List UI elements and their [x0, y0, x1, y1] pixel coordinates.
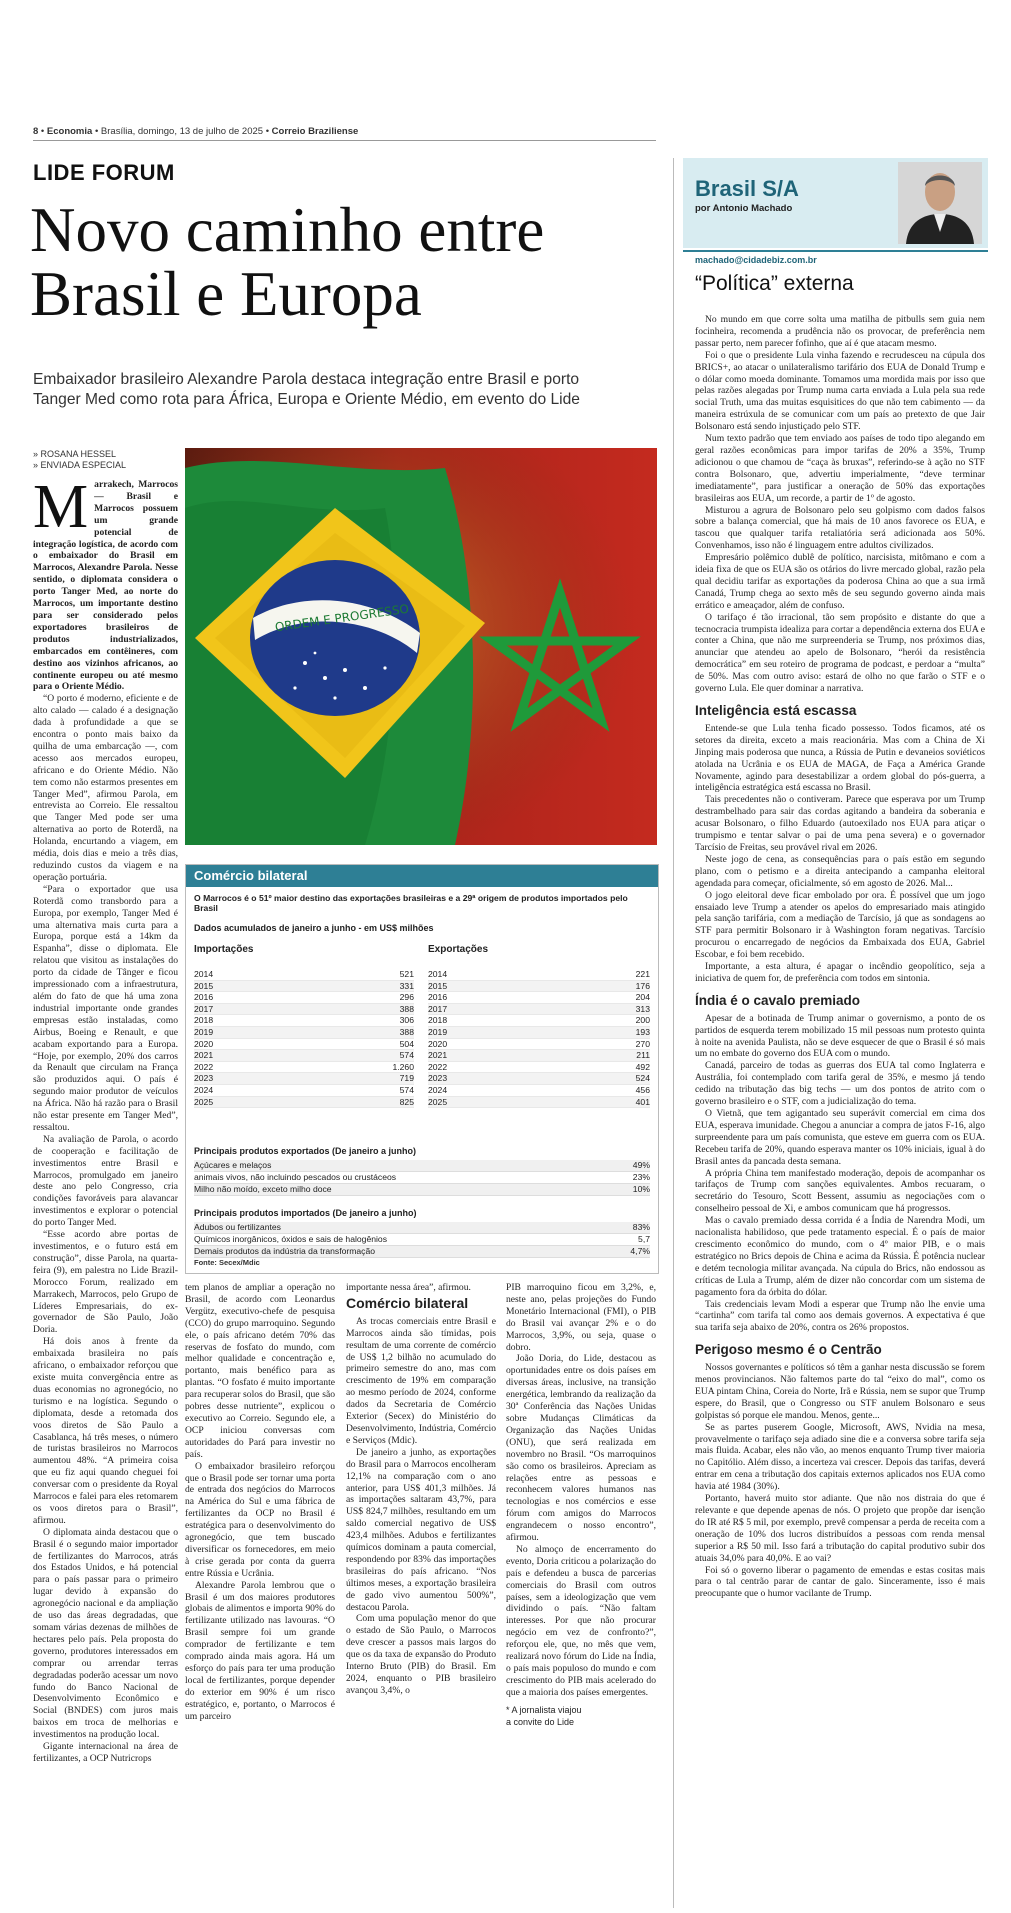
header-rule [33, 140, 656, 141]
article-column-1 [33, 479, 178, 1909]
column-paragraph: O jogo eleitoral deve ficar embolado por ora. É possível que um jogo ensaiado leve Trump a atender os apelos do empresariado mais atingido pela sanção tarifária, com a mediação de Tarcísio, já que as sondagens ao STF para permitir Bolsonaro ir à Washington foram negativas. Tarcísio procurou o encarregado de negócios da Embaixada dos EUA, Gabriel Escobar, e foi bem recebido. [695, 889, 985, 961]
article-paragraph: “O porto é moderno, eficiente e de alto calado — calado é a designação dada à profundidade a que se encontra o ponto mais baixo da quilha de uma embarcação —, com acesso aos mercados europeu, africano e do Oriente Médio. Não tem como não estarmos presentes em Tanger Med”, afirmou Parola, em entrevista ao Correio. Ele ressaltou que Tanger Med pode ser uma alternativa ao porto de Roterdã, na Holanda, encurtando a viagem, em média, dois dias e meio a três dias, reduzindo custos da viagem e na operação portuária. [33, 693, 178, 883]
column-paragraph: Tais credenciais levam Modi a esperar que Trump não lhe envie uma “cartinha” com tarifa tal como aos demais governos. A expectativa é que sua tarifa seja abaixo de 20%, contra os 26% propostos. [695, 1298, 985, 1334]
import-product-share: 5,7 [638, 1234, 650, 1244]
imports-value: 574 [399, 1050, 414, 1061]
export-product-row [194, 1160, 650, 1172]
dateline: Brasília, domingo, 13 de julho de 2025 [100, 126, 264, 137]
column-title: Brasil S/A [695, 176, 799, 201]
column-paragraph: Num texto padrão que tem enviado aos países de todo tipo alegando em geral razões econômicas para impor tarifas de 20% a 35%, Trump adicionou o que chamou de “caça às bruxas”, referindo-se à ação no STF contra Bolsonaro, que, advertiu imperialmente, “deve terminar imediatamente”, para justificar a oneração de 50% das exportações brasileiras aos EUA, um recorde, a partir de 1º de agosto. [695, 433, 985, 504]
imports-year: 2024 [194, 1084, 214, 1095]
imports-year: 2021 [194, 1050, 214, 1061]
column-paragraph: O Vietnã, que tem agigantado seu superávit comercial em cima dos EUA, esperava imunidade. Chegou a anunciar a compra de jatos F-16, algo surpreendente para um país comunista, que esteve em guerra com os EUA. Recebeu tarifa de 20%, quando esperava manter os 10% iniciais, igual à do Brasil antes da pancada desta semana. [695, 1108, 985, 1167]
import-product-share: 83% [632, 1222, 650, 1232]
exports-table [428, 969, 650, 1108]
column-author: por Antonio Machado [695, 203, 793, 214]
imports-row [194, 1062, 414, 1074]
article-column-2 [185, 1282, 335, 1912]
article-paragraph: De janeiro a junho, as exportações do Brasil para o Marrocos encolheram 12,1% na comparação com o ano anterior, para US$ 401,3 milhões. Já as importações saltaram 43,7%, para US$ 824,7 milhões, resultando em um saldo comercial negativo de US$ 423,4 milhões. Adubos e fertilizantes químicos dominam a pauta comercial, respondendo por 83% das importações brasileiras do país africano. “Nos últimos meses, a exportação brasileira de gado vivo aumentou 500%”, destacou Parola. [346, 1446, 496, 1613]
exports-row [428, 992, 650, 1004]
column-paragraph: Portanto, haverá muito stor adiante. Que não nos distraia do que é relevante e que depende apenas de nós. O projeto que propõe dar isenção do IR até R$ 5 mil, por exemplo, prevê compensar a perda de receita com a oneração de 10% dos lucros distribuídos a pessoas com renda mensal superior a R$ 50 mil. Isso fará a tributação do capital produtivo subir dos atuais 34,0% para 40,0%. E ao vai? [695, 1493, 985, 1564]
paper-name: Correio Braziliense [271, 126, 359, 137]
exports-value: 204 [635, 992, 650, 1003]
imports-value: 504 [399, 1038, 414, 1049]
imports-year: 2014 [194, 969, 214, 979]
exports-year: 2022 [428, 1061, 448, 1072]
imports-year: 2017 [194, 1003, 214, 1014]
exports-year: 2015 [428, 980, 448, 991]
exports-year: 2017 [428, 1003, 448, 1014]
export-product-row [194, 1172, 650, 1184]
subhead-comercio-bilateral: Comércio bilateral [346, 1294, 469, 1311]
exports-row [428, 981, 650, 993]
article-paragraph: Alexandre Parola lembrou que o Brasil é um dos maiores produtores globais de alimentos e importa 90% do fertilizante utilizado nas lavouras. “O Brasil sempre foi um grande comprador de fertilizante e tem comprado ainda mais agora. Há um esforço do país para ter uma produção local de fertilizantes, porque depender do exterior em 90% é um risco estratégico, e, portanto, o Marrocos é um parceiro [185, 1579, 335, 1722]
column-paragraph: No mundo em que corre solta uma matilha de pitbulls sem guia nem focinheira, recomenda a prudência não os provocar, de preferência nem passar perto, nem parecer fofinho, que aí é que atacam mesmo. [695, 314, 985, 349]
article-paragraph: As trocas comerciais entre Brasil e Marrocos ainda são tímidas, pois resultam de uma corrente de comércio de US$ 1,2 bilhão no acumulado do primeiro semestre do ano, mas com crescimento de 19% em comparação ao mesmo período de 2024, conforme dados da Secretaria de Comércio Exterior (Secex) do Ministério do Desenvolvimento, Indústria, Comércio e Serviços (Mdic). [346, 1315, 496, 1446]
import-product-name: Adubos ou fertilizantes [194, 1222, 281, 1232]
imports-label: Importações [194, 944, 254, 955]
article-paragraph: João Doria, do Lide, destacou as oportunidades entre os dois países em diversas áreas, inclusive, na transição energética, lembrando da realização da 30ª Conferência das Nações Unidas sobre Mudanças Climáticas da Organização das Nações Unidas (ONU), que será realizada em novembro no Brasil. “Os marroquinos são como os brasileiros. Apreciam as relações entre as pessoas e reconhecem valores humanos nas tecnologias e nos comércios e esse fórum com amigos do Marrocos engrandecem o nosso encontro”, afirmou. [506, 1353, 656, 1544]
column-paragraph: Tais precedentes não o contiveram. Parece que esperava por um Trump destrambelhado para sair das cordas agitando a bandeira da soberania e acusar Bolsonaro, o filho Eduardo (autoexilado nos EUA para atiçar o trumpismo e tentar salvar o pai de uma pena severa) e o governador Tarcísio de Freitas, seu provável rival em 2026. [695, 794, 985, 853]
import-product-name: Demais produtos da indústria da transformação [194, 1246, 376, 1256]
flags-photo [185, 448, 657, 845]
export-products-head: Principais produtos exportados (De janeiro a junho) [194, 1146, 417, 1156]
exports-row [428, 1073, 650, 1085]
imports-year: 2016 [194, 992, 214, 1003]
import-products-list [194, 1222, 650, 1258]
exports-value: 211 [636, 1050, 650, 1061]
export-product-name: animais vivos, não incluindo pescados ou crustáceos [194, 1172, 397, 1182]
article-paragraph: Na avaliação de Parola, o acordo de cooperação e facilitação de investimentos entre Brasil e Marrocos, promulgado em janeiro deste ano pelo Congresso, cria condições favoráveis para alavancar investimentos e explorar o potencial do porto Tanger Med. [33, 1133, 178, 1229]
author-photo [898, 162, 982, 244]
exports-year: 2019 [428, 1026, 448, 1037]
headline-line-1: Novo caminho entre [30, 195, 545, 265]
column-divider [683, 250, 988, 252]
exports-value: 193 [635, 1026, 650, 1037]
article-paragraph: tem planos de ampliar a operação no Brasil, de acordo com Leonardus Vergütz, executivo-chefe de pesquisa (CCO) do grupo marroquino. Segundo ele, o país africano detém 70% das reservas de fosfato do mundo, com melhor qualidade e concentração e, portanto, mais benéfico para as plantas. “O fosfato é muito importante para recuperar solos do Brasil, que são pobres desse nutriente”, explicou o executivo ao Correio. Segundo ele, a OCP iniciou conversas com autoridades do Pará para investir no país. [185, 1282, 335, 1460]
deck-line-1: Embaixador brasileiro Alexandre Parola destaca integração entre Brasil e porto [33, 371, 580, 388]
imports-row [194, 969, 414, 981]
export-product-name: Açúcares e melaços [194, 1160, 272, 1170]
exports-row [428, 1097, 650, 1109]
article-paragraph: Gigante internacional na área de fertilizantes, a OCP Nutricrops [33, 1741, 178, 1764]
column-paragraph: Apesar de a botinada de Trump animar o governismo, a ponto de os partidos de esquerda terem mobilizado 15 mil pessoas num protesto quinta à noite na avenida Paulista, não se deve esquecer de que o Brasil é só mais um no embate do governo dos EUA com o mundo. [695, 1012, 985, 1060]
article-paragraph: PIB marroquino ficou em 3,2%, e, neste ano, pelas projeções do Fundo Monetário Internacional (FMI), o PIB do Brasil vai avançar 2% e o do Marrocos, 3,9%, ou seja, quase o dobro. [506, 1282, 656, 1353]
exports-value: 456 [635, 1084, 650, 1095]
exports-value: 313 [635, 1003, 650, 1014]
exports-row [428, 1015, 650, 1027]
table-subtitle: O Marrocos é o 51º maior destino das exportações brasileiras e a 29ª origem de produtos importados pelo Brasil [194, 893, 628, 913]
headline [30, 195, 545, 329]
import-product-share: 4,7% [630, 1246, 650, 1256]
column-headline: “Política” externa [695, 272, 854, 295]
imports-year: 2025 [194, 1096, 214, 1107]
imports-value: 825 [399, 1096, 414, 1107]
imports-year: 2015 [194, 980, 214, 991]
lead-text: arrakech, Marrocos — Brasil e Marrocos possuem um grande potencial de integração logística, de acordo com o embaixador do Brasil em Marrocos, Alexandre Parola. Nesse sentido, o diplomata considera o porto Tanger Med, ao norte do Marrocos, um importante destino para ser considerado pelos exportadores brasileiros de produtos industrializados, embarcados em contêineres, com destino aos vizinhos africanos, ao continente europeu ou até mesmo para o Oriente Médio. [33, 479, 178, 693]
imports-row [194, 981, 414, 993]
imports-value: 296 [399, 992, 414, 1003]
imports-value: 331 [399, 980, 414, 991]
imports-row [194, 1097, 414, 1109]
column-paragraph: Canadá, parceiro de todas as guerras dos EUA tal como Inglaterra e Austrália, foi contemplado com tarifa geral de 35%, e mesmo já tendo cedido na tributação das big techs — um dos pontos de atrito com o governo brasileiro e o STF, com a judicialização do tema. [695, 1060, 985, 1108]
exports-value: 270 [635, 1038, 650, 1049]
opinion-column [683, 158, 988, 1908]
imports-row [194, 1050, 414, 1062]
article-paragraph: No almoço de encerramento do evento, Doria criticou a polarização do país e defendeu a busca de parcerias comerciais do Brasil com outros países, sem a ideologização que vem dividindo o país. “Não faltam interesses. Por que não procurar negócio em vez de confronto?”, reforçou ele, que, no mês que vem, realizará novo fórum do Lide na Índia, o país mais populoso do mundo e com crescimento do PIB mais acelerado do que a maioria dos países emergentes. [506, 1543, 656, 1698]
imports-row [194, 1039, 414, 1051]
article-paragraph: Com uma população menor do que o estado de São Paulo, o Marrocos deve crescer a passos mais largos do que os da taxa de expansão do Produto Interno Bruto (PIB) do Brasil. Em 2024, enquanto o PIB brasileiro avançou 3,4%, o [346, 1613, 496, 1696]
export-product-share: 49% [632, 1160, 650, 1170]
page-header: 8 • Economia • Brasília, domingo, 13 de julho de 2025 • Correio Braziliense [33, 126, 359, 137]
imports-value: 521 [399, 969, 414, 979]
imports-value: 388 [399, 1026, 414, 1037]
column-paragraph: Foi só o governo liberar o pagamento de emendas e estas cositas mais para o tal centrão parar de cantar de galo. Sinceramente, isso é mais preocupante que o humor vacilante de Trump. [695, 1564, 985, 1600]
column-left-rule [673, 158, 674, 1908]
import-product-name: Químicos inorgânicos, óxidos e sais de halogênios [194, 1234, 387, 1244]
dropcap: M [33, 479, 89, 541]
imports-row [194, 1073, 414, 1085]
column-paragraph: Neste jogo de cena, as consequências para o país estão em segundo plano, com o petismo e a direita antecipando a campanha eleitoral agendada para começar, oficialmente, só em agosto de 2026. Mal... [695, 853, 985, 889]
imports-year: 2018 [194, 1015, 214, 1026]
byline: » ROSANA HESSEL » ENVIADA ESPECIAL [33, 449, 127, 470]
imports-value: 306 [399, 1015, 414, 1026]
article-paragraph: Há dois anos à frente da embaixada brasileira no país africano, o embaixador reforçou que existe muita convergência entre as duas economias no agronegócio, no turismo e na logística. Segundo o diplomata, desde a retomada dos voos diretos de São Paulo a Casablanca, há três meses, o número de turistas brasileiros no Marrocos aumentou 48%. “A primeira coisa que eu fiz aqui quando cheguei foi conversar com o presidente da Royal Marrocos e falei para eles retomarem os voos diretos para o Brasil”, afirmou. [33, 1336, 178, 1526]
column-paragraph: Se as partes puserem Google, Microsoft, AWS, Nvidia na mesa, provavelmente o tarifaço seja adiado sine die e a conversa sobre tarifa seja mais fluida. Acabar, eles não vão, ao menos enquanto Trump tiver maioria no Capitólio. Além disso, a incerteza vai crescer. Depois das tarifas, deverá entrar em cena a tributação dos capitais externos aplicados nos EUA como havia até 1984 (30%). [695, 1421, 985, 1493]
article-paragraph: O embaixador brasileiro reforçou que o Brasil pode ser tornar uma porta de entrada dos negócios do Marrocos na América do Sul e uma fábrica de fertilizantes da OCP no Brasil é estratégica para o desenvolvimento do agronegócio, que tem buscado diversificar os fornecedores, em meio à crise gerada por conta da guerra entre Rússia e Ucrânia. [185, 1460, 335, 1579]
headline-line-2: Brasil e Europa [30, 259, 422, 329]
exports-label: Exportações [428, 944, 489, 955]
column-subhead: Índia é o cavalo premiado [695, 992, 861, 1008]
exports-year: 2025 [428, 1096, 448, 1107]
deck-line-2: Tanger Med como rota para África, Europa e Oriente Médio, em evento do Lide [33, 391, 580, 408]
article-paragraph: “Esse acordo abre portas de investimentos, e o futuro está em construção”, disse Parola, na quarta-feira (9), em palestra no Lide Brazil-Morocco Forum, realizado em Marrakech, Marrocos, pelo Grupo de Líderes Empresariais, do ex-governador de São Paulo, João Doria. [33, 1229, 178, 1336]
column-subhead: Perigoso mesmo é o Centrão [695, 1342, 882, 1358]
exports-row [428, 1062, 650, 1074]
flags-illustration [185, 448, 657, 845]
export-products-list [194, 1160, 650, 1196]
exports-value: 221 [635, 969, 650, 979]
import-product-row [194, 1234, 650, 1246]
imports-year: 2020 [194, 1038, 214, 1049]
column-paragraph: Entende-se que Lula tenha ficado possesso. Todos ficamos, até os setores da direita, exceto a mais reacionária. Mas com a China de Xi Jinping mais poderosa que nunca, a Rússia de Putin e devaneios soviéticos atolada na Ucrânia e os EUA de MAGA, de Faça a América Grande Novamente, agindo para desestabilizar a ordem global do pós-guerra, a inteligência estratégica está escassa no Brasil. [695, 722, 985, 794]
imports-value: 388 [399, 1003, 414, 1014]
import-product-row [194, 1222, 650, 1234]
imports-year: 2022 [194, 1061, 214, 1072]
column-paragraph: O tarifaço é tão irracional, tão sem propósito e distante do que a tecnocracia trumpista idealiza para cortar a dependência externa dos EUA e conter a China, que não me surpreenderia se Trump, nos próximos dias, anunciar que atendeu ao apelo de Bolsonaro, “herói da resistência democrática” em seu roteiro de programa de podcast, e perdoar a “multa” de 50%. Mas com outro aviso: estará de olho no que farão o STF e o governo Lula. Ele quer dominar a narrativa. [695, 611, 985, 695]
exports-year: 2016 [428, 992, 448, 1003]
exports-value: 176 [635, 980, 650, 991]
column-paragraph: Mas o cavalo premiado dessa corrida é a Índia de Narendra Modi, um nacionalista habilidoso, que pede tratamento especial. É o país de maior crescimento econômico do mundo, com o 4º maior PIB, e o mais estratégico no Brics depois de China e acima da Rússia. É potência nuclear e detém tecnologia militar avançada. Na cúpula do Brics, não endossou as críticas de Lula a Trump, além de dizer não concordar com um sistema de pagamento fora da órbita do dólar. [695, 1215, 985, 1298]
imports-row [194, 1015, 414, 1027]
export-product-name: Milho não moído, exceto milho doce [194, 1184, 332, 1194]
exports-year: 2023 [428, 1073, 448, 1084]
article-paragraph: O diplomata ainda destacou que o Brasil é o segundo maior importador de fertilizantes do Marrocos, atrás dos Estados Unidos, e há potencial para o país passar para o primeiro lugar devido à expansão do agronegócio nacional e da ampliação de uso das áreas degradadas, que somam várias dezenas de milhões de hectares pelo país. Pela proposta do governo, produtores interessados em comprar ou arrendar terras degradadas poderão acessar um novo fundo do Banco Nacional de Desenvolvimento Econômico e Social (BNDES) com juros mais baixos em troca de melhorias e investimentos na produção local. [33, 1526, 178, 1741]
exports-row [428, 1039, 650, 1051]
author-note: * A jornalista viajou a convite do Lide [506, 1704, 582, 1727]
imports-row [194, 1004, 414, 1016]
column-paragraph: Foi o que o presidente Lula vinha fazendo e recrudesceu na cúpula dos BRICS+, ao atacar o unilateralismo tarifário dos EUA de Donald Trump e o dólar como moeda dominante. Tomamos uma mordida mais por isso que pelas razões alegadas por Trump numa carta enviada a Lula pela sua rede social Truth, uma das muitas esquisitices do que não tem cabimento — da maneira estrúxula de se comunicar com um país ao pretexto de que Jair Bolsonaro está sendo injustiçado pelo STF. [695, 349, 985, 433]
column-paragraph: A própria China tem manifestado moderação, depois de acompanhar os tarifaços de Trump com sanções equivalentes. Ambos recuaram, o secretário do Tesouro, Scott Bessent, assumiu as negociações com o conselheiro pessoal de Xi, e ambos comunicam que há progressos. [695, 1167, 985, 1215]
author-avatar-icon [898, 162, 982, 244]
imports-year: 2023 [194, 1073, 214, 1084]
exports-value: 524 [635, 1073, 650, 1084]
column-paragraph: Misturou a agrura de Bolsonaro pelo seu golpismo com dados falsos sobre a balança comercial, que há mais de 10 anos favorece os EUA, e tascou que qualquer tarifa retaliatória será adicionada aos 50%. Convenhamos, isso não é linguagem entre adultos civilizados. [695, 504, 985, 552]
page-number: 8 [33, 126, 39, 137]
exports-row [428, 969, 650, 981]
exports-row [428, 1050, 650, 1062]
column-header-panel [683, 158, 988, 248]
svg-text:ORDEM E PROGRESSO: ORDEM E PROGRESSO [274, 601, 410, 635]
article-column-4 [506, 1282, 656, 1912]
export-product-row [194, 1184, 650, 1196]
byline-author: ROSANA HESSEL [40, 449, 117, 459]
exports-year: 2014 [428, 969, 448, 979]
exports-year: 2021 [428, 1050, 448, 1061]
column-body [695, 314, 985, 1904]
column-email[interactable]: machado@cidadebiz.com.br [695, 255, 817, 265]
imports-year: 2019 [194, 1026, 214, 1037]
column-subhead: Inteligência está escassa [695, 703, 857, 718]
imports-row [194, 992, 414, 1004]
exports-row [428, 1004, 650, 1016]
exports-year: 2024 [428, 1084, 448, 1095]
exports-value: 401 [635, 1096, 650, 1107]
exports-row [428, 1027, 650, 1039]
column-paragraph: Empresário polêmico dublê de político, narcisista, mitômano e com a ideia fixa de que os EUA são os otários do livre mercado global, razão pela qual decidiu tarifar as exportações da poderosa China ao que a sua irmã Canadá, Trump chega ao sexto mês de seu segundo governo ainda mais errático e ameaçador, além de confuso. [695, 552, 985, 611]
table-source: Fonte: Secex/Mdic [194, 1258, 260, 1267]
imports-value: 1.260 [392, 1061, 414, 1072]
column-paragraph: Importante, a esta altura, é apagar o incêndio geopolítico, seja a iniciativa de quem for, de preferência com todos em sintonia. [695, 961, 985, 984]
exports-value: 492 [635, 1061, 650, 1072]
article-column-3 [346, 1282, 496, 1912]
article-paragraph: importante nessa área”, afirmou. [346, 1282, 471, 1293]
export-product-share: 23% [632, 1172, 650, 1182]
imports-row [194, 1085, 414, 1097]
column-paragraph: Nossos governantes e políticos só têm a ganhar nesta discussão se forem menos provincianos. Não faltemos parte do tal “eixo do mal”, como os EUA pintam China, Coreia do Norte, Irã e Rússia, nem se supor que Trump espere, do Brasil, que o Congresso ou STF anulem Bolsonaro e seus golpistas só porque ele mandou. Menos, gente... [695, 1362, 985, 1421]
imports-value: 719 [399, 1073, 414, 1084]
kicker: LIDE FORUM [33, 160, 175, 185]
imports-value: 574 [399, 1084, 414, 1095]
section-name: Economia [46, 126, 93, 137]
trade-table-box [185, 864, 659, 1274]
exports-value: 200 [635, 1015, 650, 1026]
deck [33, 370, 580, 410]
exports-year: 2018 [428, 1015, 448, 1026]
exports-year: 2020 [428, 1038, 448, 1049]
table-note: Dados acumulados de janeiro a junho - em US$ milhões [194, 923, 434, 933]
imports-row [194, 1027, 414, 1039]
export-product-share: 10% [632, 1184, 650, 1194]
import-product-row [194, 1246, 650, 1258]
import-products-head: Principais produtos importados (De janeiro a junho) [194, 1208, 417, 1218]
byline-role: ENVIADA ESPECIAL [40, 460, 127, 470]
imports-table [194, 969, 414, 1108]
exports-row [428, 1085, 650, 1097]
article-paragraph: “Para o exportador que usa Roterdã como transbordo para a Europa, por exemplo, Tanger Med é uma alternativa mais curta para a Europa, porque está a 14km da Espanha”, disse o diplomata. Ele relatou que visitou as instalações do porto da cidade de Tânger e ficou impressionado com a infraestrutura, além do fato de que há uma zona industrial importante onde grandes empresas estão instaladas, como Airbus, Boeing e Renault, e que acabam exportando para a Europa. “Hoje, por exemplo, 20% dos carros da Renault que circulam na França são produzidos aqui. O país é segundo maior produtor de veículos na África. Não há razão para o Brasil não estar presente em Tanger Med”, ressaltou. [33, 883, 178, 1133]
table-title: Comércio bilateral [186, 865, 658, 887]
